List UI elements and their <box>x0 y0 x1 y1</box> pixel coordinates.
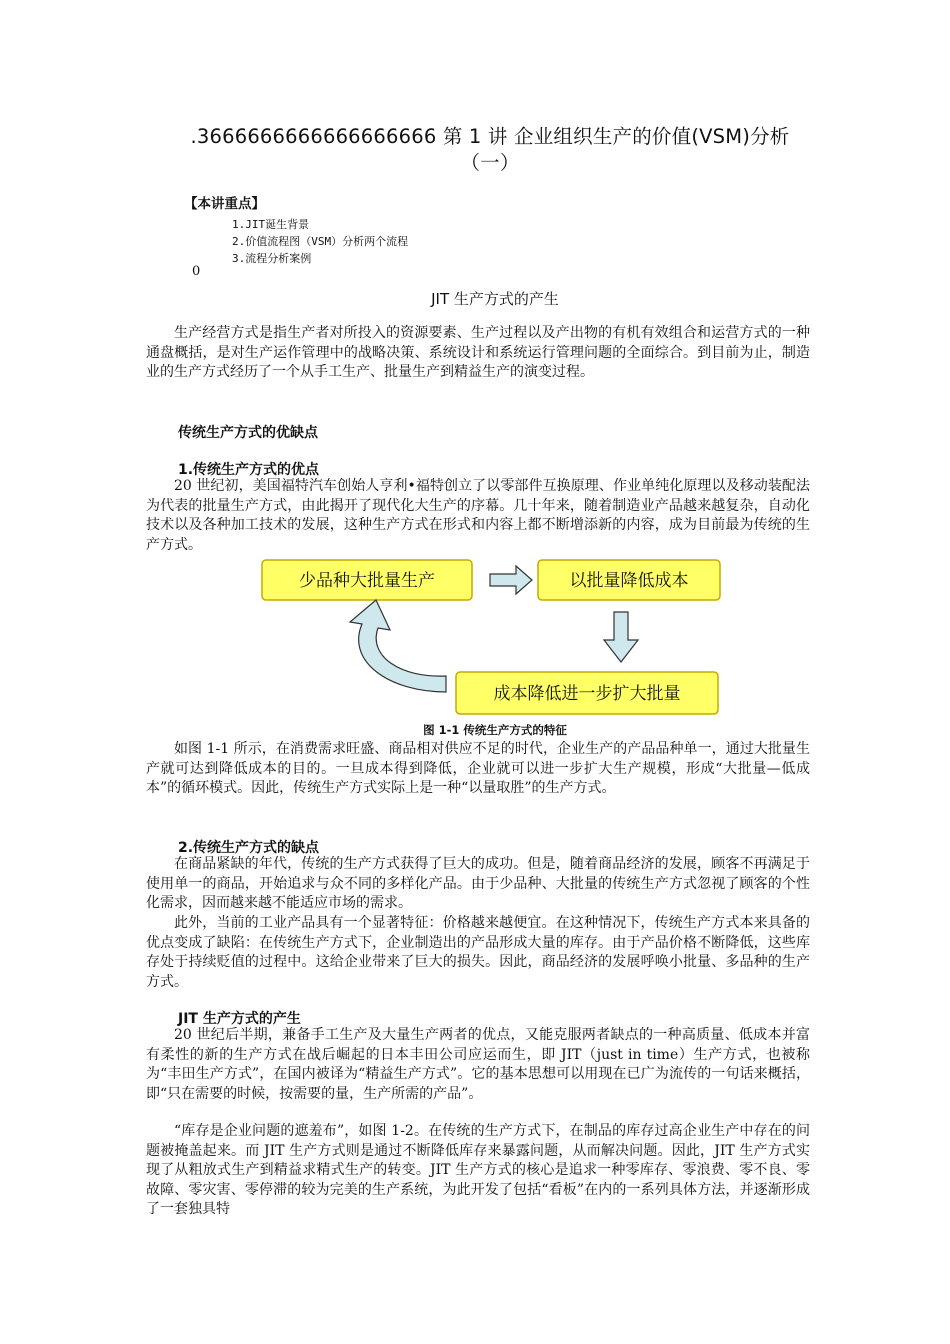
section-title: JIT 生产方式的产生 <box>431 290 559 308</box>
figure-paragraph: 如图 1-1 所示，在消费需求旺盛、商品相对供应不足的时代，企业生产的产品品种单一，通过大批量生产就可达到降低成本的目的。一旦成本得到降低，企业就可以进一步扩大生产规模，形成“大批量—低成本”的循环模式。因此，传统生产方式实际上是一种“以量取胜”的生产方式。 <box>146 741 810 796</box>
key-points-heading: 【本讲重点】 <box>184 196 265 212</box>
down-arrow-icon <box>604 612 638 662</box>
box-b-label: 以批量降低成本 <box>569 571 689 591</box>
disadvantages-paragraph-1: 在商品紧缺的年代，传统的生产方式获得了巨大的成功。但是，随着商品经济的发展，顾客不再满足于使用单一的商品，开始追求与众不同的多样化产品。由于少品种、大批量的传统生产方式忽视了顾客的个性化需求，因而越来越不能适应市场的需求。 <box>146 856 810 911</box>
heading-jit: JIT 生产方式的产生 <box>178 1011 301 1027</box>
curved-return-arrow-icon <box>350 600 446 692</box>
page-title <box>120 124 860 176</box>
advantages-paragraph: 20 世纪初，美国福特汽车创始人亨利•福特创立了以零部件互换原理、作业单纯化原理以及移动装配法为代表的批量生产方式，由此揭开了现代化大生产的序幕。几十年来，随着制造业产品越来越复杂，自动化技术以及各种加工技术的发展，这种生产方式在形式和内容上都不断增添新的内容，成为目前最为传统的生产方式。 <box>146 478 810 553</box>
key-point-item: 2.价值流程图（VSM）分析两个流程 <box>232 235 409 248</box>
zero-marker: 0 <box>192 264 201 279</box>
heading-disadvantages: 2.传统生产方式的缺点 <box>178 840 320 856</box>
key-point-item: 1.JIT诞生背景 <box>232 218 310 231</box>
heading-advantages: 1.传统生产方式的优点 <box>178 462 320 478</box>
jit-paragraph-1: 20 世纪后半期，兼备手工生产及大量生产两者的优点，又能克服两者缺点的一种高质量、低成本并富有柔性的新的生产方式在战后崛起的日本丰田公司应运而生，即 JIT（just in time）生产方式，也被称为“丰田生产方式”，在国内被译为“精益生产方式”。它的基本思想可以用现在已广为流传的一句话来概括，即“只在需要的时候，按需要的量，生产所需的产品”。 <box>146 1027 810 1102</box>
heading-traditional: 传统生产方式的优缺点 <box>178 425 318 441</box>
key-point-item: 3.流程分析案例 <box>232 252 312 265</box>
production-cycle-diagram <box>250 552 730 722</box>
box-c-label: 成本降低进一步扩大批量 <box>493 684 681 704</box>
title-line-2: （一） <box>460 151 520 174</box>
jit-paragraph-2: “库存是企业问题的遮羞布”，如图 1-2。在传统的生产方式下，在制品的库存过高企业生产中存在的问题被掩盖起来。而 JIT 生产方式则是通过不断降低库存来暴露问题，从而解决问题。因此，JIT 生产方式实现了从粗放式生产到精益求精式生产的转变。JIT 生产方式的核心是追求一种零库存、零浪费、零不良、零故障、零灾害、零停滞的较为完美的生产系统，为此开发了包括“看板”在内的一系列具体方法，并逐渐形成了一套独具特 <box>146 1123 810 1217</box>
box-a-label: 少品种大批量生产 <box>299 571 435 591</box>
figure-caption: 图 1-1 传统生产方式的特征 <box>423 723 567 737</box>
intro-paragraph: 生产经营方式是指生产者对所投入的资源要素、生产过程以及产出物的有机有效组合和运营方式的一种通盘概括，是对生产运作管理中的战略决策、系统设计和系统运行管理问题的全面综合。到目前为止，制造业的生产方式经历了一个从手工生产、批量生产到精益生产的演变过程。 <box>146 325 810 380</box>
right-arrow-icon <box>490 566 532 594</box>
title-line-1: .3666666666666666666 第 1 讲 企业组织生产的价值(VSM)分析 <box>190 125 790 148</box>
disadvantages-paragraph-2: 此外，当前的工业产品具有一个显著特征：价格越来越便宜。在这种情况下，传统生产方式本来具备的优点变成了缺陷：在传统生产方式下，企业制造出的产品形成大量的库存。由于产品价格不断降低，这些库存处于持续贬值的过程中。这给企业带来了巨大的损失。因此，商品经济的发展呼唤小批量、多品种的生产方式。 <box>146 915 810 990</box>
